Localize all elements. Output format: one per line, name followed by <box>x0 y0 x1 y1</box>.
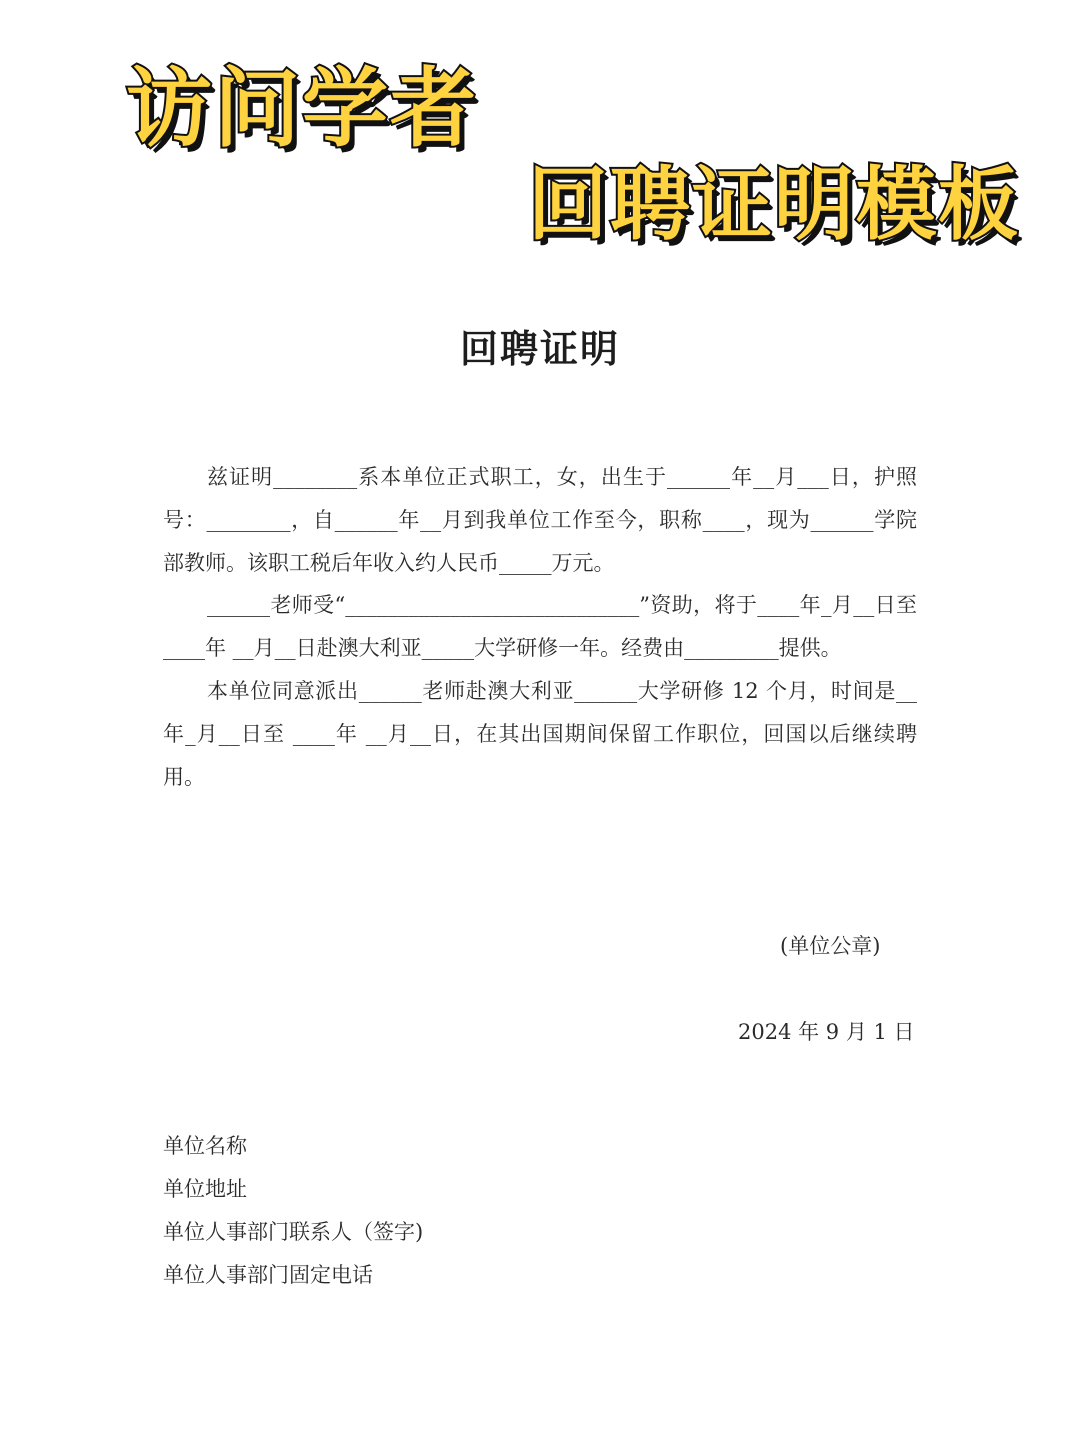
paragraph-funding: ______老师受“____________________________”资助，将于____年_月__日至 ____年 __月__日赴澳大利亚_____大学研修一年。经费由_________提供。 <box>163 593 917 660</box>
paragraph-employment: 兹证明________系本单位正式职工，女，出生于______年__月___日，护照号：________，自______年__月到我单位工作至今，职称____，现为______学院部教师。该职工税后年收入约人民币_____万元。 <box>163 465 917 575</box>
paragraph-approval: 本单位同意派出______老师赴澳大利亚______大学研修 12 个月，时间是__年_月__日至 ____年 __月__日，在其出国期间保留工作职位，回国以后继续聘用。 <box>163 679 917 789</box>
info-hr-phone: 单位人事部门固定电话 <box>163 1263 373 1287</box>
info-unit-name: 单位名称 <box>163 1134 247 1158</box>
info-hr-contact: 单位人事部门联系人（签字) <box>163 1220 424 1244</box>
issue-date: 2024 年 9 月 1 日 <box>738 1020 915 1044</box>
info-unit-address: 单位地址 <box>163 1177 247 1201</box>
seal-placeholder: (单位公章) <box>780 934 881 958</box>
banner-title-line1: 访问学者 <box>126 59 478 159</box>
banner-title-line2: 回聘证明模板 <box>528 158 1020 251</box>
document-title: 回聘证明 <box>459 326 620 371</box>
